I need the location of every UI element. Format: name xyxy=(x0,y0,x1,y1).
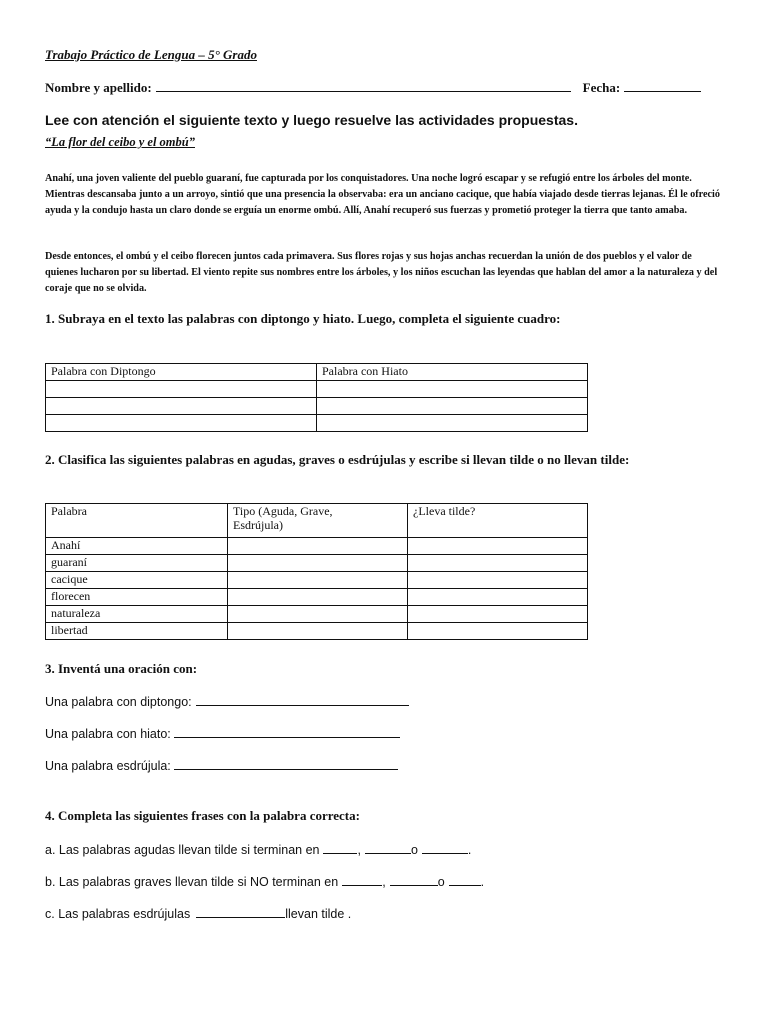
q3-item-esdrujula xyxy=(45,758,398,773)
q4-a-blank-2[interactable] xyxy=(365,842,411,854)
q3-label-hiato: Una palabra con hiato: xyxy=(45,727,171,741)
answer-cell[interactable] xyxy=(317,398,588,415)
header-hiato: Palabra con Hiato xyxy=(317,364,588,381)
answer-cell[interactable] xyxy=(408,572,588,589)
answer-cell[interactable] xyxy=(228,572,408,589)
q4-b-blank-3[interactable] xyxy=(449,874,481,886)
q4-b-blank-1[interactable] xyxy=(342,874,382,886)
answer-cell[interactable] xyxy=(408,606,588,623)
q3-blank-hiato[interactable] xyxy=(174,726,400,738)
header-tipo xyxy=(228,504,408,538)
story-paragraph-2: Desde entonces, el ombú y el ceibo florecen juntos cada primavera. Sus flores rojas y sus hojas anchas recuerdan la unión de dos pueblos y el valor de quienes lucharon por su libertad. El viento repite sus nombres entre los árboles, y los niños escuchan las leyendas que hablan del amor a la naturaleza y del coraje que no se olvida. xyxy=(45,251,718,294)
name-date-row xyxy=(45,79,725,96)
header-diptongo: Palabra con Diptongo xyxy=(46,364,317,381)
q3-item-hiato xyxy=(45,726,400,741)
q3-label-diptongo: Una palabra con diptongo: xyxy=(45,695,192,709)
classification-table xyxy=(45,503,588,640)
q4-a-or: o xyxy=(410,843,418,857)
answer-cell[interactable] xyxy=(317,381,588,398)
q4-a-blank-1[interactable] xyxy=(323,842,357,854)
word-cell: cacique xyxy=(46,572,228,589)
q4-b-dot: . xyxy=(480,875,485,889)
word-cell: naturaleza xyxy=(46,606,228,623)
answer-cell[interactable] xyxy=(408,589,588,606)
story-title: “La flor del ceibo y el ombú” xyxy=(45,135,195,149)
table-row xyxy=(46,606,588,623)
story-paragraph-1: Anahí, una joven valiente del pueblo guaraní, fue capturada por los conquistadores. Una noche logró escapar y se refugió entre los árboles del monte. Mientras descansaba junto a un arroyo, sintió que una presencia la observaba: era un anciano cacique, que había viajado desde tierras lejanas. Él le ofreció ayuda y la condujo hasta un claro donde se erguía un enorme ombú. Allí, Anahí recuperó sus fuerzas y prometió proteger la tierra que tanto amaba. xyxy=(45,173,720,216)
table-row xyxy=(46,398,588,415)
answer-cell[interactable] xyxy=(228,555,408,572)
word-cell: Anahí xyxy=(46,538,228,555)
table-row xyxy=(46,381,588,398)
table-row xyxy=(46,555,588,572)
answer-cell[interactable] xyxy=(228,538,408,555)
table-header-row xyxy=(46,364,588,381)
answer-cell[interactable] xyxy=(228,606,408,623)
word-cell: florecen xyxy=(46,589,228,606)
answer-cell[interactable] xyxy=(408,538,588,555)
word-cell: libertad xyxy=(46,623,228,640)
q4-item-b xyxy=(45,874,484,889)
date-blank[interactable] xyxy=(624,79,701,92)
q4-label-c: c. Las palabras esdrújulas xyxy=(45,907,191,921)
q4-item-a xyxy=(45,842,471,857)
q4-a-comma: , xyxy=(357,843,361,857)
name-blank[interactable] xyxy=(156,79,571,92)
q3-item-diptongo xyxy=(45,694,409,709)
answer-cell[interactable] xyxy=(317,415,588,432)
q4-label-b: b. Las palabras graves llevan tilde si NO terminan en xyxy=(45,875,339,889)
table-row xyxy=(46,415,588,432)
q4-item-c xyxy=(45,906,351,921)
header-palabra: Palabra xyxy=(46,504,228,538)
answer-cell[interactable] xyxy=(228,623,408,640)
q3-label-esdrujula: Una palabra esdrújula: xyxy=(45,759,171,773)
table-row xyxy=(46,572,588,589)
q4-a-blank-3[interactable] xyxy=(422,842,468,854)
q4-b-comma: , xyxy=(382,875,386,889)
q4-c-end: llevan tilde . xyxy=(285,907,352,921)
answer-cell[interactable] xyxy=(46,415,317,432)
word-cell: guaraní xyxy=(46,555,228,572)
answer-cell[interactable] xyxy=(46,381,317,398)
q3-blank-esdrujula[interactable] xyxy=(174,758,398,770)
table-header-row xyxy=(46,504,588,538)
table-row xyxy=(46,538,588,555)
date-label: Fecha: xyxy=(582,80,621,95)
q4-label-a: a. Las palabras agudas llevan tilde si terminan en xyxy=(45,843,320,857)
question-3: 3. Inventá una oración con: xyxy=(45,661,198,676)
question-1: 1. Subraya en el texto las palabras con diptongo y hiato. Luego, completa el siguiente cuadro: xyxy=(45,311,561,326)
q4-b-blank-2[interactable] xyxy=(390,874,438,886)
question-2: 2. Clasifica las siguientes palabras en agudas, graves o esdrújulas y escribe si llevan tilde o no llevan tilde: xyxy=(45,452,630,467)
diptongo-hiato-table xyxy=(45,363,588,432)
q4-b-or: o xyxy=(437,875,445,889)
name-label: Nombre y apellido: xyxy=(45,80,152,95)
table-row xyxy=(46,589,588,606)
header-tipo-text: Tipo (Aguda, Grave, Esdrújula) xyxy=(233,504,333,532)
q4-a-dot: . xyxy=(467,843,472,857)
worksheet-title: Trabajo Práctico de Lengua – 5° Grado xyxy=(45,47,257,62)
answer-cell[interactable] xyxy=(408,623,588,640)
answer-cell[interactable] xyxy=(408,555,588,572)
question-4: 4. Completa las siguientes frases con la palabra correcta: xyxy=(45,808,360,823)
header-tilde: ¿Lleva tilde? xyxy=(408,504,588,538)
instructions: Lee con atención el siguiente texto y luego resuelve las actividades propuestas. xyxy=(45,112,578,128)
answer-cell[interactable] xyxy=(228,589,408,606)
q3-blank-diptongo[interactable] xyxy=(196,694,409,706)
answer-cell[interactable] xyxy=(46,398,317,415)
table-row xyxy=(46,623,588,640)
q4-c-blank[interactable] xyxy=(196,906,285,918)
